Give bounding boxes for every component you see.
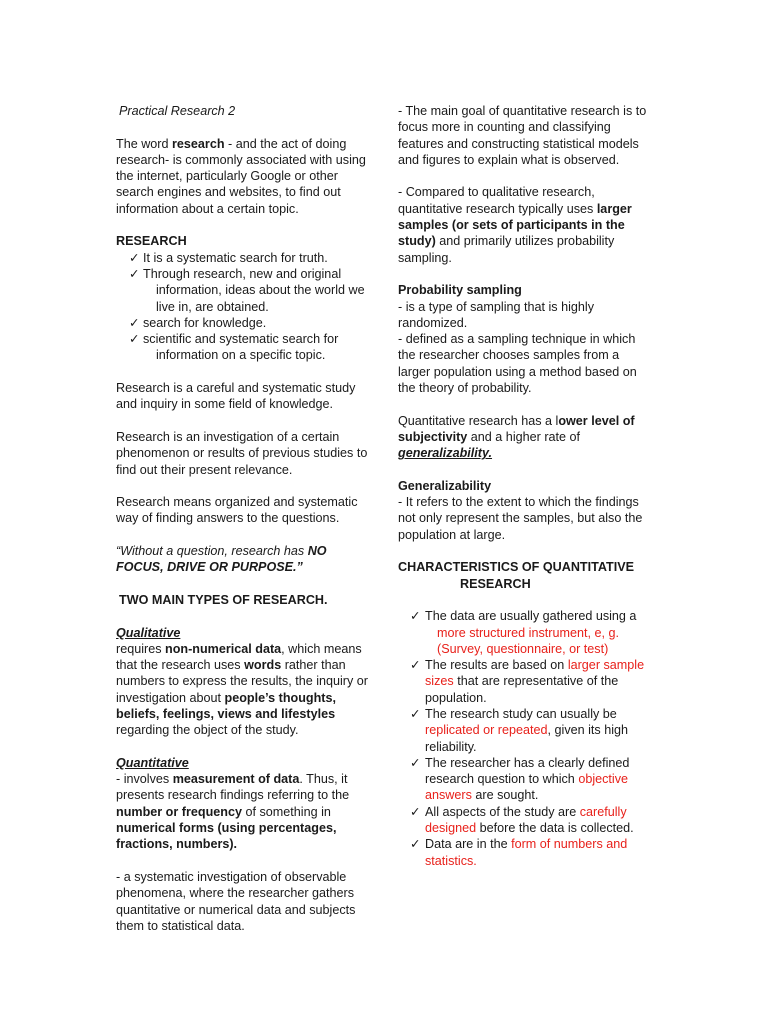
characteristics-heading: CHARACTERISTICS OF QUANTITATIVE RESEARCH: [398, 560, 635, 591]
generalizability-paragraph: - It refers to the extent to which the findings not only represent the samples, but also the population at large.: [398, 495, 643, 542]
right-column: [398, 103, 654, 869]
characteristics-checklist: [398, 608, 654, 869]
compare-paragraph: - Compared to qualitative research, quantitative research typically uses larger samples (or sets of participants in the study) and primarily utilizes probability sampling.: [398, 185, 632, 265]
quantitative-paragraph: - involves measurement of data. Thus, it presents research findings referring to the number or frequency of something in numerical forms (using percentages, fractions, numbers).: [116, 772, 350, 852]
list-item: ✓ scientific and systematic search for information on a specific topic.: [116, 331, 368, 364]
quantitative-heading: Quantitative: [116, 755, 189, 770]
quantitative-paragraph-2: - a systematic investigation of observable phenomena, where the researcher gathers quantitative or numerical data and subjects them to statistical data.: [116, 869, 356, 933]
quote: “Without a question, research has NO FOCUS, DRIVE OR PURPOSE.”: [116, 544, 327, 575]
two-types-heading: TWO MAIN TYPES OF RESEARCH.: [119, 592, 328, 607]
list-item: ✓ Data are in the form of numbers and statistics.: [398, 836, 654, 869]
document-title: Practical Research 2: [119, 104, 236, 118]
probability-paragraph: - defined as a sampling technique in which the researcher chooses samples from a larger population using a method based on the theory of probability.: [398, 332, 637, 396]
list-item: ✓ It is a systematic search for truth.: [116, 250, 368, 266]
list-item: ✓ search for knowledge.: [116, 315, 368, 331]
left-column: [116, 103, 368, 934]
goal-paragraph: - The main goal of quantitative research is to focus more in counting and classifying features and constructing statistical models and figures to explain what is observed.: [398, 104, 647, 167]
research-checklist: [116, 250, 368, 364]
list-item: ✓ The data are usually gathered using a more structured instrument, e, g. (Survey, questionnaire, or test): [398, 608, 654, 657]
definition-paragraph: Research is an investigation of a certain phenomenon or results of previous studies to find out their present relevance.: [116, 429, 368, 477]
qualitative-paragraph: requires non-numerical data, which means that the research uses words rather than numbers to express the results, the inquiry or investigation about people’s thoughts, beliefs, feelings, views and lifestyles regarding the object of the study.: [116, 641, 368, 738]
definition-paragraph: Research is a careful and systematic study and inquiry in some field of knowledge.: [116, 381, 356, 412]
research-heading: RESEARCH: [116, 234, 187, 249]
definition-paragraph: Research means organized and systematic way of finding answers to the questions.: [116, 495, 358, 526]
list-item: ✓ The research study can usually be replicated or repeated, given its high reliability.: [398, 706, 654, 755]
list-item: ✓ The researcher has a clearly defined research question to which objective answers are sought.: [398, 755, 654, 804]
intro-paragraph: The word research - and the act of doing research- is commonly associated with using the internet, particularly Google or other search engines and websites, to find out information about a certain topic.: [116, 136, 366, 216]
probability-paragraph: - is a type of sampling that is highly randomized.: [398, 299, 594, 330]
probability-sampling-heading: Probability sampling: [398, 283, 522, 298]
subjectivity-paragraph: Quantitative research has a lower level of subjectivity and a higher rate of generalizability.: [398, 413, 635, 461]
list-item: ✓ Through research, new and original information, ideas about the world we live in, are obtained.: [116, 266, 368, 315]
list-item: ✓ The results are based on larger sample sizes that are representative of the population.: [398, 657, 654, 706]
qualitative-heading: Qualitative: [116, 625, 181, 640]
generalizability-heading: Generalizability: [398, 478, 492, 493]
list-item: ✓ All aspects of the study are carefully designed before the data is collected.: [398, 804, 654, 837]
